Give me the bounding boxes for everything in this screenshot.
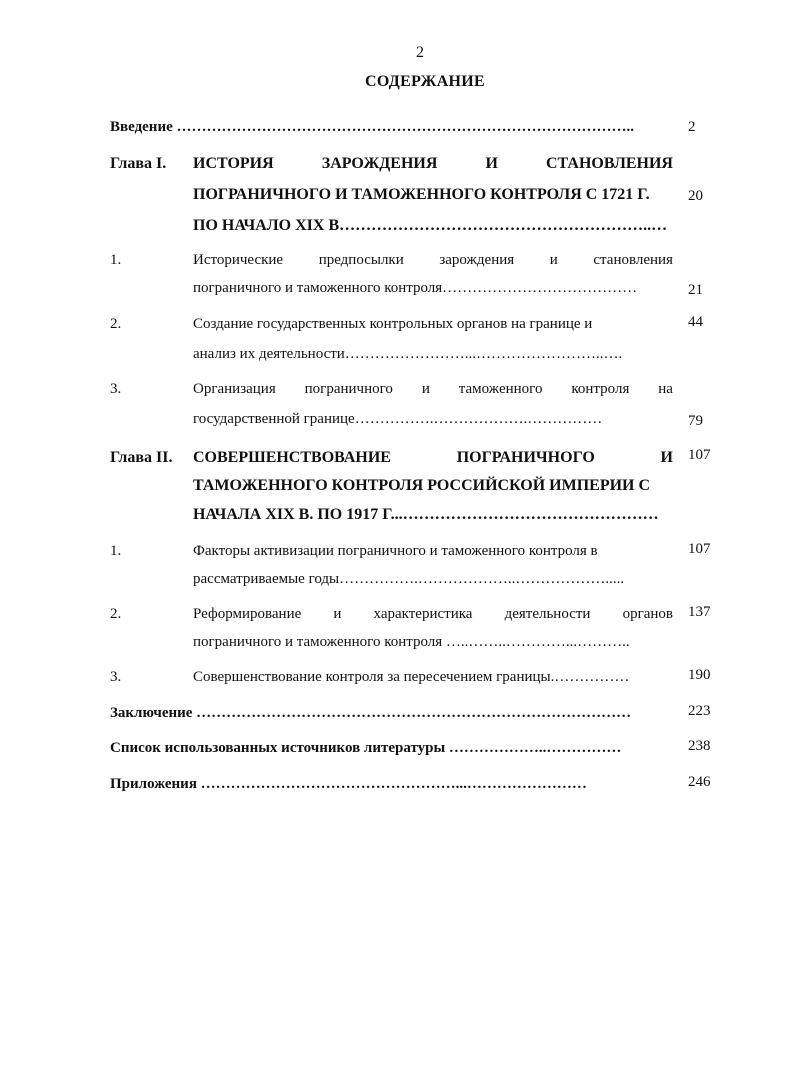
section-1-3-line1: Организация пограничного и таможенного контроля на xyxy=(193,381,673,397)
section-2-2-page: 137 xyxy=(688,604,711,620)
chapter-2-title-line2: ТАМОЖЕННОГО КОНТРОЛЯ РОССИЙСКОЙ ИМПЕРИИ С xyxy=(193,477,651,494)
section-2-2-line2: пограничного и таможенного контроля …..……..…………...……….. xyxy=(193,634,630,650)
page-title: СОДЕРЖАНИЕ xyxy=(364,73,486,90)
chapter-1-title-line3: ПО НАЧАЛО XIX В…………………………………………………..… xyxy=(193,217,668,234)
section-1-3-number: 3. xyxy=(110,381,122,397)
toc-appendix-page: 246 xyxy=(688,774,711,790)
toc-sources-text: Список использованных источников литературы ………………..…………… xyxy=(110,740,622,756)
chapter-1-page: 20 xyxy=(688,188,703,204)
chapter-1-title-line2: ПОГРАНИЧНОГО И ТАМОЖЕННОГО КОНТРОЛЯ С 1721 Г. xyxy=(193,186,650,203)
chapter-2-title-line3: НАЧАЛА XIX В. ПО 1917 Г...………………………………………… xyxy=(193,506,659,523)
section-2-1-line1: Факторы активизации пограничного и таможенного контроля в xyxy=(193,543,598,559)
toc-conclusion-page: 223 xyxy=(688,703,711,719)
section-1-1-page: 21 xyxy=(688,282,703,298)
section-1-2-line2: анализ их деятельности……………………...……………………..…. xyxy=(193,346,623,362)
toc-intro-text: Введение ……………………………………………………………………………….. xyxy=(110,119,635,135)
section-2-3-page: 190 xyxy=(688,667,711,683)
section-1-2-number: 2. xyxy=(110,316,122,332)
toc-appendix-text: Приложения ……………………………………………...…………………… xyxy=(110,776,587,792)
section-2-1-number: 1. xyxy=(110,543,122,559)
toc-intro-page: 2 xyxy=(688,119,696,135)
chapter-2-label: Глава II. xyxy=(110,449,173,466)
section-1-1-number: 1. xyxy=(110,252,122,268)
section-2-3-number: 3. xyxy=(110,669,122,685)
page-number: 2 xyxy=(416,44,424,61)
chapter-1-title-line1: ИСТОРИЯ ЗАРОЖДЕНИЯ И СТАНОВЛЕНИЯ xyxy=(193,155,673,172)
section-1-3-line2: государственной границе…………….……………….…………… xyxy=(193,411,603,427)
section-1-1-line1: Исторические предпосылки зарождения и становления xyxy=(193,252,673,268)
toc-sources-page: 238 xyxy=(688,738,711,754)
section-2-3-text: Совершенствование контроля за пересечением границы.…………… xyxy=(193,669,630,685)
section-1-2-line1: Создание государственных контрольных органов на границе и xyxy=(193,316,593,332)
section-2-2-number: 2. xyxy=(110,606,122,622)
toc-conclusion-text: Заключение …………………………………………………………………………… xyxy=(110,705,632,721)
section-2-1-page: 107 xyxy=(688,541,711,557)
chapter-1-label: Глава I. xyxy=(110,155,167,172)
section-2-2-line1: Реформирование и характеристика деятельности органов xyxy=(193,606,673,622)
section-1-1-line2: пограничного и таможенного контроля………………………………… xyxy=(193,280,638,296)
chapter-2-page: 107 xyxy=(688,447,711,463)
section-2-1-line2: рассматриваемые годы…………….………………..………………..... xyxy=(193,571,625,587)
section-1-3-page: 79 xyxy=(688,413,703,429)
chapter-2-title-line1: СОВЕРШЕНСТВОВАНИЕ ПОГРАНИЧНОГО И xyxy=(193,449,673,466)
section-1-2-page: 44 xyxy=(688,314,703,330)
